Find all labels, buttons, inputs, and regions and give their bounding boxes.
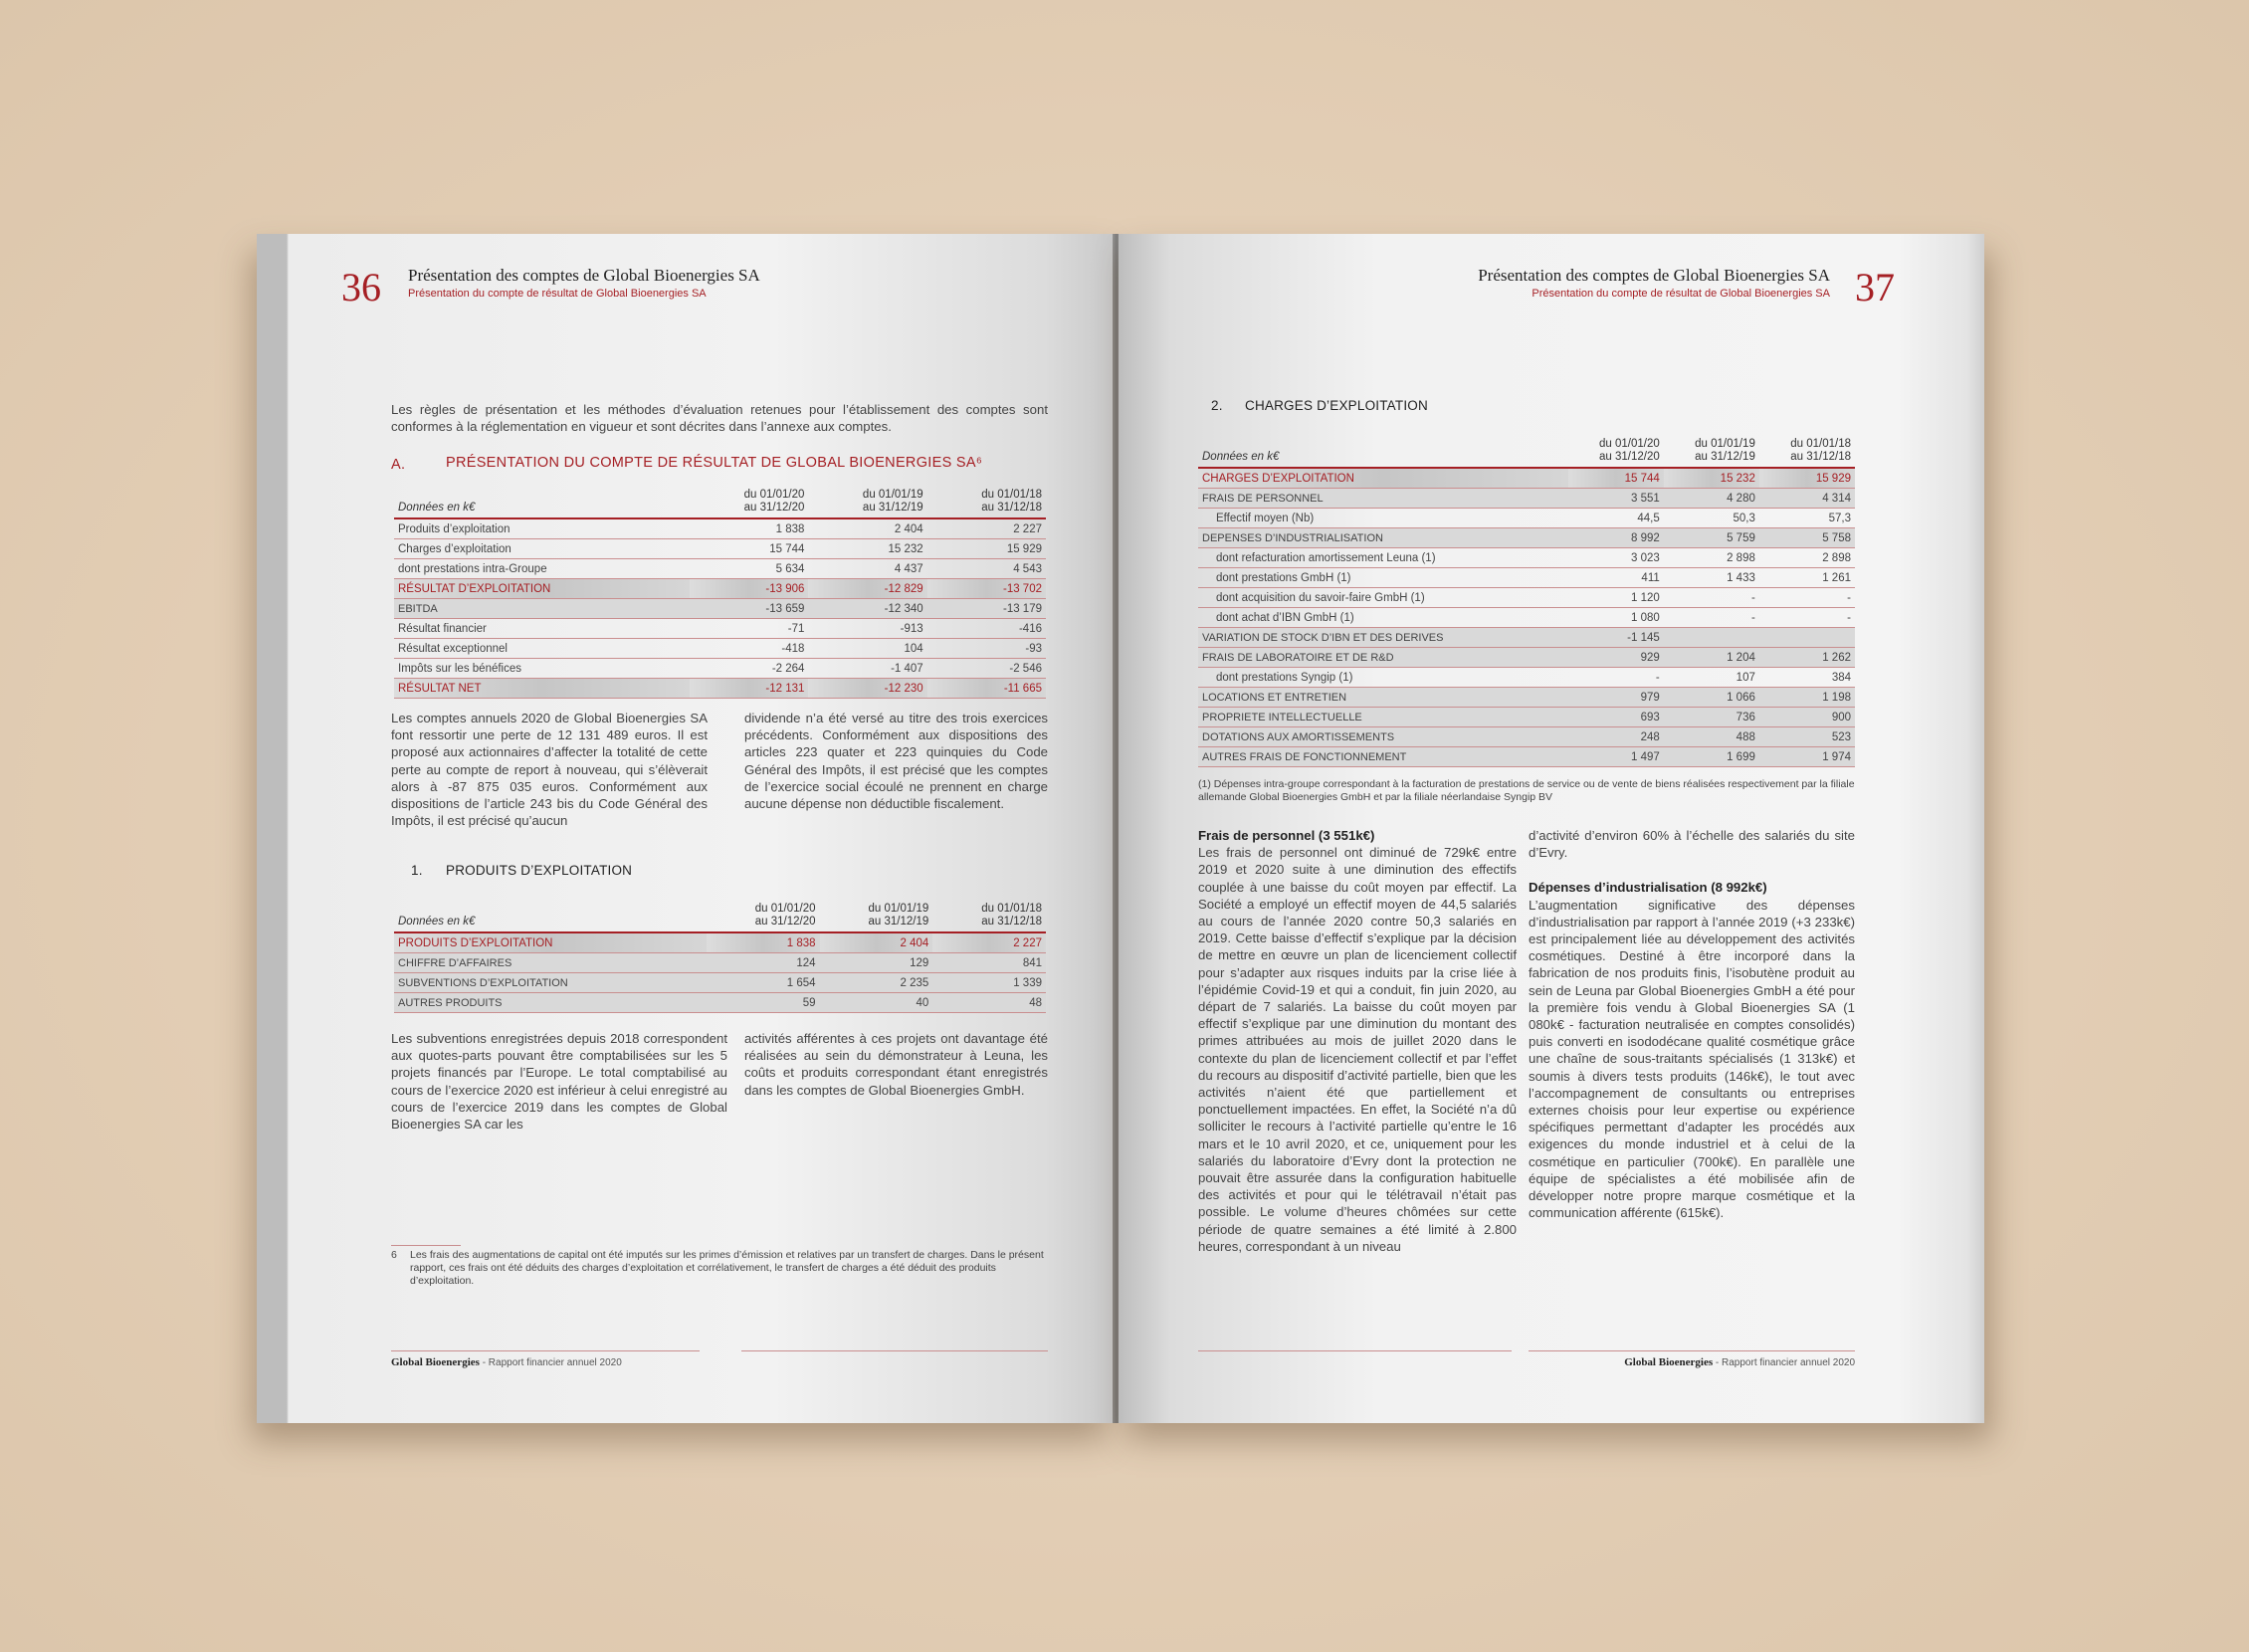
table-row — [1198, 668, 1855, 688]
table-row — [1198, 708, 1855, 727]
table-note: (1) Dépenses intra-groupe correspondant à la facturation de prestations de service ou de vente de biens réalisées respectivement par la filiale allemande Global Bioenergies GmbH et par la filiale néerlandaise Syngip BV — [1198, 778, 1855, 803]
header-subtitle: Présentation du compte de résultat de Global Bioenergies SA — [1532, 288, 1830, 300]
row-value: -93 — [927, 639, 1046, 659]
row-value: 1 262 — [1759, 648, 1855, 668]
page-number: 37 — [1855, 265, 1895, 310]
industrialisation-heading: Dépenses d’industrialisation (8 992k€) — [1529, 880, 1767, 896]
row-label: dont achat d’IBN GmbH (1) — [1198, 608, 1568, 628]
row-label: LOCATIONS ET ENTRETIEN — [1198, 688, 1568, 708]
table-row — [394, 659, 1046, 679]
row-value: 15 232 — [1664, 468, 1759, 489]
row-value: 1 433 — [1664, 568, 1759, 588]
row-label: Effectif moyen (Nb) — [1198, 509, 1568, 528]
row-label: Charges d’exploitation — [394, 539, 690, 559]
row-value: 2 235 — [820, 973, 933, 993]
row-value: 5 758 — [1759, 528, 1855, 548]
row-value: -12 230 — [808, 679, 926, 699]
row-label: AUTRES FRAIS DE FONCTIONNEMENT — [1198, 747, 1568, 767]
footnote-rule — [391, 1245, 461, 1246]
table-row — [1198, 747, 1855, 767]
row-value: -71 — [690, 619, 808, 639]
personnel-costs-text: Les frais de personnel ont diminué de 729k€ entre 2019 et 2020 suite à une diminution des effectifs couplée à une baisse du coût moyen par effectif. La Société a employé un effectif moyen de 44,5 salariés au cours de l’année 2020 contre 50,3 salariés en 2019. Cette baisse d’effectif s’explique par la décision de mettre en œuvre un plan de licenciement collectif pour s’adapter aux risques induits par la crise liée à l’épidémie Covid-19 et qui a conduit, fin juin 2020, au départ de 7 salariés. La baisse du coût moyen par effectif s’explique par une diminution du montant des primes attribuées au mois de juillet 2020 dans le contexte du plan de licenciement collectif et par l’effet du recours au dispositif d’activité partielle, bien que les activités n’aient été que partiellement et ponctuellement impactées. En effet, la Société n’a dû solliciter le recours à l’activité partielle qu’entre le 16 mars et le 10 avril 2020, et ce, uniquement pour les salariés du laboratoire d’Evry dont la protection ne pouvait être assurée dans la configuration habituelle des activités et pour qui le télétravail n’était pas possible. Le volume d’heures chômées sur cette période de quatre semaines a été limité à 2.800 heures, correspondant à un niveau — [1198, 845, 1517, 1254]
row-value: 15 744 — [690, 539, 808, 559]
row-label: SUBVENTIONS D’EXPLOITATION — [394, 973, 707, 993]
table-row — [1198, 489, 1855, 509]
row-value: 8 992 — [1568, 528, 1664, 548]
row-value — [1759, 628, 1855, 648]
footer-text: - Rapport financier annuel 2020 — [1715, 1357, 1855, 1368]
table-row — [1198, 468, 1855, 489]
row-value: -13 659 — [690, 599, 808, 619]
row-label: AUTRES PRODUITS — [394, 993, 707, 1013]
unit-label: Données en k€ — [394, 489, 690, 518]
table-row — [394, 539, 1046, 559]
row-value: 104 — [808, 639, 926, 659]
row-label: PROPRIETE INTELLECTUELLE — [1198, 708, 1568, 727]
table-row — [1198, 727, 1855, 747]
left-page — [257, 234, 1113, 1423]
row-value: 2 404 — [808, 518, 926, 539]
row-label: CHIFFRE D’AFFAIRES — [394, 953, 707, 973]
row-value: -13 702 — [927, 579, 1046, 599]
row-value: -12 829 — [808, 579, 926, 599]
table-row — [1198, 509, 1855, 528]
row-value: 4 314 — [1759, 489, 1855, 509]
row-value: 5 634 — [690, 559, 808, 579]
row-label: DOTATIONS AUX AMORTISSEMENTS — [1198, 727, 1568, 747]
footer-rule-2 — [741, 1350, 1048, 1351]
row-value: 979 — [1568, 688, 1664, 708]
row-label: VARIATION DE STOCK D’IBN ET DES DERIVES — [1198, 628, 1568, 648]
paragraph-subsidies-col2: activités afférentes à ces projets ont davantage été réalisées au sein du démonstrateur à Leuna, les coûts et produits correspondant étant enregistrés dans les comptes de Global Bioenergies GmbH. — [744, 1031, 1048, 1098]
footer-brand: Global Bioenergies — [391, 1356, 480, 1368]
table-row — [1198, 688, 1855, 708]
row-value: 1 497 — [1568, 747, 1664, 767]
right-page — [1119, 234, 1984, 1423]
header-title: Présentation des comptes de Global Bioenergies SA — [408, 266, 760, 285]
table-row — [1198, 628, 1855, 648]
row-value: 1 838 — [690, 518, 808, 539]
row-value: - — [1568, 668, 1664, 688]
section-a-title: PRÉSENTATION DU COMPTE DE RÉSULTAT DE GLOBAL BIOENERGIES SA⁶ — [446, 455, 983, 471]
row-value: 1 974 — [1759, 747, 1855, 767]
table-row — [394, 679, 1046, 699]
operating-income-table — [394, 903, 1046, 1013]
row-label: CHARGES D’EXPLOITATION — [1198, 468, 1568, 489]
operating-expenses-table — [1198, 438, 1855, 767]
row-value: 48 — [932, 993, 1046, 1013]
row-value: - — [1759, 608, 1855, 628]
row-value: 1 654 — [707, 973, 820, 993]
row-label: dont acquisition du savoir-faire GmbH (1) — [1198, 588, 1568, 608]
row-value: 523 — [1759, 727, 1855, 747]
row-value: 2 227 — [932, 932, 1046, 953]
personnel-costs-column — [1198, 827, 1517, 1255]
row-value: 1 699 — [1664, 747, 1759, 767]
table-row — [1198, 648, 1855, 668]
row-label: dont prestations GmbH (1) — [1198, 568, 1568, 588]
row-value: -913 — [808, 619, 926, 639]
row-value: 929 — [1568, 648, 1664, 668]
row-value: 1 838 — [707, 932, 820, 953]
table-row — [394, 932, 1046, 953]
row-value: 693 — [1568, 708, 1664, 727]
row-value: 124 — [707, 953, 820, 973]
table-row — [394, 579, 1046, 599]
section-1-title: PRODUITS D’EXPLOITATION — [446, 863, 633, 878]
period-header: du 01/01/18 au 31/12/18 — [1759, 438, 1855, 468]
table-row — [1198, 568, 1855, 588]
table-row — [394, 599, 1046, 619]
row-label: Produits d’exploitation — [394, 518, 690, 539]
unit-label: Données en k€ — [394, 903, 707, 932]
row-value: -13 906 — [690, 579, 808, 599]
row-value: 1 080 — [1568, 608, 1664, 628]
row-value: -2 546 — [927, 659, 1046, 679]
footer — [391, 1356, 622, 1368]
row-value: -13 179 — [927, 599, 1046, 619]
row-value: 4 437 — [808, 559, 926, 579]
row-value: 1 066 — [1664, 688, 1759, 708]
row-value: -12 340 — [808, 599, 926, 619]
table-row — [394, 559, 1046, 579]
row-value: 1 204 — [1664, 648, 1759, 668]
section-2-title: CHARGES D’EXPLOITATION — [1245, 398, 1428, 413]
footnote-text: Les frais des augmentations de capital ont été imputés sur les primes d’émission et relatives par un transfert de charges. Dans le présent rapport, ces frais ont été déduits des charges d’exploitation et corrélativement, le transfert de charges a été déduit des produits d’exploitation. — [410, 1249, 1044, 1287]
industrialisation-column — [1529, 827, 1855, 1221]
period-header: du 01/01/20 au 31/12/20 — [707, 903, 820, 932]
income-statement-table — [394, 489, 1046, 699]
period-header: du 01/01/18 au 31/12/18 — [927, 489, 1046, 518]
row-value: -1 407 — [808, 659, 926, 679]
row-label: EBITDA — [394, 599, 690, 619]
row-label: dont prestations Syngip (1) — [1198, 668, 1568, 688]
personnel-costs-heading: Frais de personnel (3 551k€) — [1198, 828, 1375, 843]
industrialisation-intro-text: d’activité d’environ 60% à l’échelle des salariés du site d’Evry. — [1529, 828, 1855, 861]
period-header: du 01/01/20 au 31/12/20 — [690, 489, 808, 518]
row-label: Résultat financier — [394, 619, 690, 639]
row-value — [1664, 628, 1759, 648]
row-label: RÉSULTAT D’EXPLOITATION — [394, 579, 690, 599]
row-value: 1 120 — [1568, 588, 1664, 608]
row-value: 57,3 — [1759, 509, 1855, 528]
row-value: 59 — [707, 993, 820, 1013]
row-value: -12 131 — [690, 679, 808, 699]
footnote-number: 6 — [391, 1249, 397, 1261]
period-header: du 01/01/19 au 31/12/19 — [808, 489, 926, 518]
row-label: FRAIS DE PERSONNEL — [1198, 489, 1568, 509]
row-value: -11 665 — [927, 679, 1046, 699]
row-value: - — [1664, 608, 1759, 628]
table-row — [394, 993, 1046, 1013]
row-value: - — [1759, 588, 1855, 608]
row-value: 40 — [820, 993, 933, 1013]
table-row — [1198, 528, 1855, 548]
row-value: -418 — [690, 639, 808, 659]
table-row — [1198, 608, 1855, 628]
row-value: 2 898 — [1759, 548, 1855, 568]
row-value: 411 — [1568, 568, 1664, 588]
table-row — [1198, 548, 1855, 568]
period-header: du 01/01/19 au 31/12/19 — [1664, 438, 1759, 468]
page-number: 36 — [341, 265, 381, 310]
row-value: 1 339 — [932, 973, 1046, 993]
section-a-letter: A. — [391, 457, 406, 473]
row-value: 4 280 — [1664, 489, 1759, 509]
industrialisation-text: L’augmentation significative des dépenses d’industrialisation par rapport à l’année 2019 (+3 233k€) est principalement liée au développement des activités cosmétiques. Destiné à être incorporé dans la fabrication de nos produits finis, l’isobutène produit au sein de Leuna par Global Bioenergies GmbH a été pour la première fois vendu à Global Bioenergies SA (1 080k€ - facturation neutralisée en comptes consolidés) puis converti en isododécane qualité cosmétique grâce une chaîne de sous-traitants spécialisés (1 313k€) et soumis à divers tests produits (146k€), le tout avec l’accompagnement de consultants ou entreprises externes choisis pour leur expertise ou expérience spécifiques permettant d’adapter les procédés aux exigences du monde industriel et à celui de la cosmétique en particulier (700k€). En parallèle une équipe de spécialistes a été mobilisée afin de développer notre propre marque cosmétique et la communication afférente (615k€). — [1529, 897, 1855, 1221]
row-label: dont refacturation amortissement Leuna (1) — [1198, 548, 1568, 568]
row-value: 50,3 — [1664, 509, 1759, 528]
paragraph-results-col2: dividende n’a été versé au titre des trois exercices précédents. Conformément aux dispositions des articles 223 quater et 223 quinquies du Code Général des Impôts, il est précisé que les comptes de l’exercice social écoulé ne prennent en charge aucune dépense non déductible fiscalement. — [744, 711, 1048, 812]
footer — [1624, 1356, 1855, 1368]
period-header: du 01/01/18 au 31/12/18 — [932, 903, 1046, 932]
row-value: 900 — [1759, 708, 1855, 727]
row-label: FRAIS DE LABORATOIRE ET DE R&D — [1198, 648, 1568, 668]
row-value: 3 023 — [1568, 548, 1664, 568]
row-value: 15 929 — [1759, 468, 1855, 489]
row-value: 384 — [1759, 668, 1855, 688]
row-value: 736 — [1664, 708, 1759, 727]
footer-rule-1 — [391, 1350, 700, 1351]
unit-label: Données en k€ — [1198, 438, 1568, 468]
row-value: 15 929 — [927, 539, 1046, 559]
paragraph-results-col1: Les comptes annuels 2020 de Global Bioenergies SA font ressortir une perte de 12 131 489 euros. Il est proposé aux actionnaires d’affecter la totalité de cette perte au compte de report à nouveau, qui s’élèverait alors à -87 875 035 euros. Conformément aux dispositions de l’article 243 bis du Code Général des Impôts, il est précisé qu’aucun — [391, 711, 708, 829]
table-row — [394, 518, 1046, 539]
footer-brand: Global Bioenergies — [1624, 1356, 1714, 1368]
row-value: 3 551 — [1568, 489, 1664, 509]
row-value: 1 261 — [1759, 568, 1855, 588]
row-value: 248 — [1568, 727, 1664, 747]
row-label: Résultat exceptionnel — [394, 639, 690, 659]
row-value: 129 — [820, 953, 933, 973]
table-row — [394, 639, 1046, 659]
table-row — [1198, 588, 1855, 608]
row-label: Impôts sur les bénéfices — [394, 659, 690, 679]
row-value: 15 232 — [808, 539, 926, 559]
footer-rule-2 — [1529, 1350, 1855, 1351]
table-row — [394, 973, 1046, 993]
row-value: -416 — [927, 619, 1046, 639]
table-row — [394, 619, 1046, 639]
row-value: 841 — [932, 953, 1046, 973]
row-value: 2 898 — [1664, 548, 1759, 568]
row-value: 2 404 — [820, 932, 933, 953]
row-value: 15 744 — [1568, 468, 1664, 489]
row-value: -1 145 — [1568, 628, 1664, 648]
row-value: 107 — [1664, 668, 1759, 688]
row-label: dont prestations intra-Groupe — [394, 559, 690, 579]
section-2-number: 2. — [1211, 398, 1223, 413]
row-value: 4 543 — [927, 559, 1046, 579]
period-header: du 01/01/20 au 31/12/20 — [1568, 438, 1664, 468]
paragraph-subsidies-col1: Les subventions enregistrées depuis 2018 correspondent aux quotes-parts pouvant être comptabilisées sur les 5 projets financés par l’Europe. Le total comptabilisé au cours de l’exercice 2020 est inférieur à celui enregistré au cours de l’exercice 2019 dans les comptes de Global Bioenergies SA car les — [391, 1031, 727, 1133]
period-header: du 01/01/19 au 31/12/19 — [820, 903, 933, 932]
footer-text: - Rapport financier annuel 2020 — [482, 1357, 622, 1368]
row-value: 5 759 — [1664, 528, 1759, 548]
row-value: 1 198 — [1759, 688, 1855, 708]
header-title: Présentation des comptes de Global Bioenergies SA — [1478, 266, 1830, 285]
row-label: DEPENSES D’INDUSTRIALISATION — [1198, 528, 1568, 548]
section-1-number: 1. — [411, 863, 423, 878]
row-label: PRODUITS D’EXPLOITATION — [394, 932, 707, 953]
row-value: -2 264 — [690, 659, 808, 679]
row-value: 488 — [1664, 727, 1759, 747]
row-value: 2 227 — [927, 518, 1046, 539]
row-value: - — [1664, 588, 1759, 608]
footer-rule-1 — [1198, 1350, 1512, 1351]
row-label: RÉSULTAT NET — [394, 679, 690, 699]
intro-paragraph: Les règles de présentation et les méthodes d’évaluation retenues pour l’établissement des comptes sont conformes à la réglementation en vigueur et sont décrites dans l’annexe aux comptes. — [391, 402, 1048, 435]
row-value: 44,5 — [1568, 509, 1664, 528]
table-row — [394, 953, 1046, 973]
header-subtitle: Présentation du compte de résultat de Global Bioenergies SA — [408, 288, 707, 300]
